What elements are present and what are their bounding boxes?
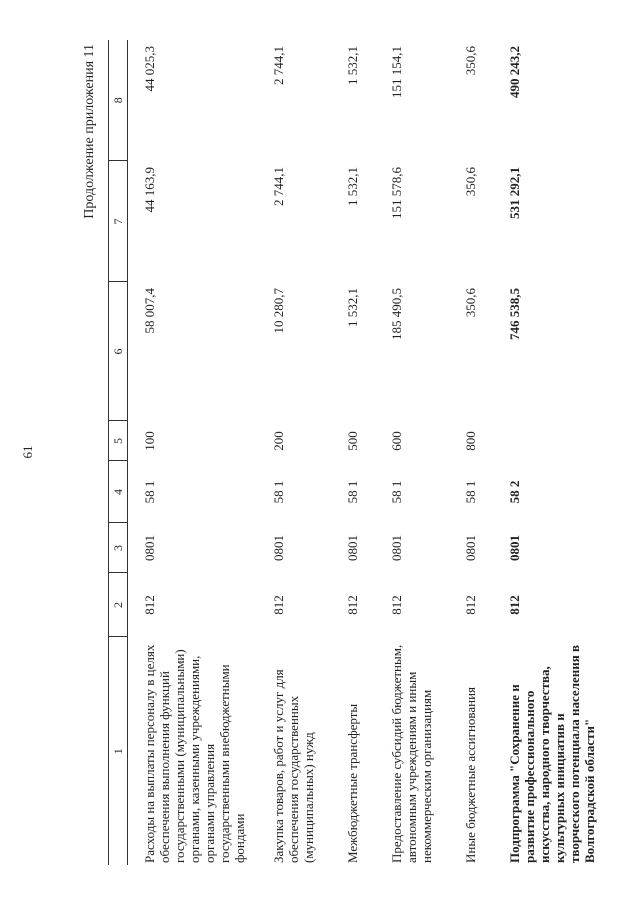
row-name: Межбюджетные трансферты: [345, 703, 360, 863]
row-target-article: 58 2: [507, 480, 522, 504]
row-expense-type: 600: [389, 431, 404, 451]
rotated-page-content: [80, 40, 600, 865]
row-amount-col8: 1 532,1: [345, 46, 360, 85]
header-row: [109, 40, 128, 865]
row-ministry-code: 812: [271, 595, 286, 615]
row-expense-type: 800: [463, 431, 478, 451]
row-amount-col8: 151 154,1: [389, 46, 404, 98]
header-cell-7: 7: [109, 161, 128, 282]
table-row: [128, 40, 258, 865]
row-amount-col8: 2 744,1: [271, 46, 286, 85]
row-amount-col6: 58 007,4: [142, 288, 157, 334]
budget-table: [108, 40, 611, 865]
row-expense-type: 100: [142, 431, 157, 451]
header-cell-6: 6: [109, 282, 128, 421]
row-section-code: 0801: [345, 535, 360, 561]
row-ministry-code: 812: [389, 595, 404, 615]
row-amount-col8: 350,6: [463, 46, 478, 76]
row-name: Иные бюджетные ассигнования: [463, 686, 478, 863]
row-section-code: 0801: [271, 535, 286, 561]
continuation-note: Продолжение приложения 11: [82, 44, 97, 219]
row-expense-type: 200: [271, 431, 286, 451]
row-amount-col8: 44 025,3: [142, 46, 157, 92]
table-row: [375, 40, 449, 865]
row-name: Подпрограмма "Сохранение и развитие профессионального искусства, народного творчества, культурных инициатив и творческого потенциала населения в Волгоградской области": [507, 644, 597, 863]
header-cell-8: 8: [109, 40, 128, 161]
row-amount-col6: 185 490,5: [389, 288, 404, 340]
row-expense-type: [493, 421, 611, 461]
row-section-code: 0801: [142, 535, 157, 561]
table-row: [257, 40, 331, 865]
row-amount-col7: 151 578,6: [389, 167, 404, 219]
row-ministry-code: 812: [463, 595, 478, 615]
row-amount-col6: 10 280,7: [271, 288, 286, 334]
row-amount-col6: 746 538,5: [507, 288, 522, 340]
row-amount-col7: 1 532,1: [345, 167, 360, 206]
row-amount-col7: 2 744,1: [271, 167, 286, 206]
row-ministry-code: 812: [142, 595, 157, 615]
row-name: Предоставление субсидий бюджетным, автономным учреждениям и иным некоммерческим организациям: [389, 644, 434, 863]
row-amount-col7: 531 292,1: [507, 167, 522, 219]
header-cell-2: 2: [109, 573, 128, 637]
row-expense-type: 500: [345, 431, 360, 451]
header-cell-1: 1: [109, 637, 128, 865]
header-cell-3: 3: [109, 523, 128, 573]
header-cell-4: 4: [109, 461, 128, 523]
row-section-code: 0801: [507, 535, 522, 561]
row-amount-col7: 44 163,9: [142, 167, 157, 213]
header-cell-5: 5: [109, 421, 128, 461]
row-section-code: 0801: [463, 535, 478, 561]
row-ministry-code: 812: [345, 595, 360, 615]
row-target-article: 58 1: [345, 480, 360, 504]
row-amount-col6: 1 532,1: [345, 288, 360, 327]
row-target-article: 58 1: [142, 480, 157, 504]
row-target-article: 58 1: [271, 480, 286, 504]
row-amount-col8: 490 243,2: [507, 46, 522, 98]
table-row-subprogram: [493, 40, 611, 865]
row-target-article: 58 1: [463, 480, 478, 504]
row-name: Закупка товаров, работ и услуг для обеспечения государственных (муниципальных) нужд: [271, 669, 316, 863]
row-amount-col6: 350,6: [463, 288, 478, 318]
row-target-article: 58 1: [389, 480, 404, 504]
page-number: 61: [20, 445, 35, 459]
row-amount-col7: 350,6: [463, 167, 478, 197]
row-section-code: 0801: [389, 535, 404, 561]
table-row: [449, 40, 493, 865]
row-name: Расходы на выплаты персоналу в целях обеспечения выполнения функций государственными (муниципальными) органами, казенными учреждениями, органами управления государственными внебюджетными фондами: [142, 644, 247, 863]
table-row: [331, 40, 375, 865]
row-ministry-code: 812: [507, 595, 522, 615]
